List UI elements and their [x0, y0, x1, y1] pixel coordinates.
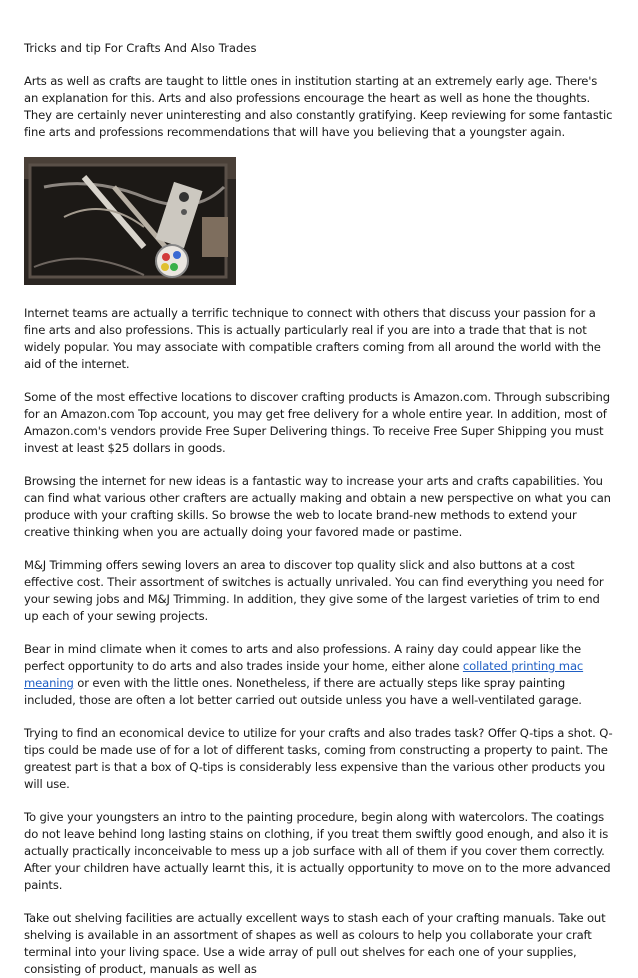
paragraph-browsing: Browsing the internet for new ideas is a fantastic way to increase your arts and crafts capabilities. You can find what various other crafters are actually making and obtain a new perspective on what you can produce with your crafting skills. So browse the web to locate brand-new methods to extend your creative thinking when you are actually doing your favored made or pastime.	[24, 474, 611, 539]
crafts-photo	[24, 157, 236, 285]
collated-printing-link[interactable]: collated printing mac meaning	[24, 659, 584, 690]
paragraph-climate	[24, 641, 614, 709]
paragraph-mj-trimming: M&J Trimming offers sewing lovers an area to discover top quality slick and also buttons at a cost effective cost. Their assortment of switches is actually unrivaled. You can find everything you need for your sewing jobs and M&J Trimming. In addition, they give some of the largest varieties of trim to end up each of your sewing projects.	[24, 558, 604, 623]
paragraph-amazon: Some of the most effective locations to discover crafting products is Amazon.com. Through subscribing for an Amazon.com Top account, you may get free delivery for a whole entire year. In addition, most of Amazon.com's vendors provide Free Super Delivering things. To receive Free Super Shipping you must invest at least $25 dollars in goods.	[24, 390, 610, 455]
document-title: Tricks and tip For Crafts And Also Trades	[24, 41, 257, 55]
paragraph-q-tips: Trying to find an economical device to utilize for your crafts and also trades task? Offer Q-tips a shot. Q-tips could be made use of for a lot of different tasks, coming from constructing a property to paint. The greatest part is that a box of Q-tips is considerably less expensive than the various other products you will use.	[24, 726, 613, 791]
paragraph-shelving: Take out shelving facilities are actually excellent ways to stash each of your crafting manuals. Take out shelving is available in an assortment of shapes as well as colours to help you collaborate your craft terminal into your living space. Use a wide array of pull out shelves for each one of your supplies, consisting of product, manuals as well as	[24, 911, 606, 976]
climate-text-after: or even with the little ones. Nonetheless, if there are actually steps like spray painting included, those are often a lot better carried out outside unless you have a well-ventilated garage.	[24, 676, 582, 707]
paragraph-watercolors: To give your youngsters an intro to the painting procedure, begin along with watercolors. The coatings do not leave behind long lasting stains on clothing, if you treat them swiftly good enough, and also it is actually practically inconceivable to mess up a job surface with all of them if you cover them correctly. After your children have actually learnt this, it is actually opportunity to move on to the more advanced paints.	[24, 810, 611, 892]
climate-text-before: Bear in mind climate when it comes to arts and also professions. A rainy day could appear like the perfect opportunity to do arts and also trades inside your home, either alone	[24, 642, 581, 673]
intro-paragraph: Arts as well as crafts are taught to little ones in institution starting at an extremely early age. There's an explanation for this. Arts and also professions encourage the heart as well as hone the thoughts. They are certainly never uninteresting and also constantly gratifying. Keep reviewing for some fantastic fine arts and professions recommendations that will have you believing that a youngster again.	[24, 74, 613, 139]
paragraph-internet-teams: Internet teams are actually a terrific technique to connect with others that discuss your passion for a fine arts and also professions. This is actually particularly real if you are into a trade that that is not widely popular. You may associate with compatible crafters coming from all around the world with the aid of the internet.	[24, 306, 601, 371]
